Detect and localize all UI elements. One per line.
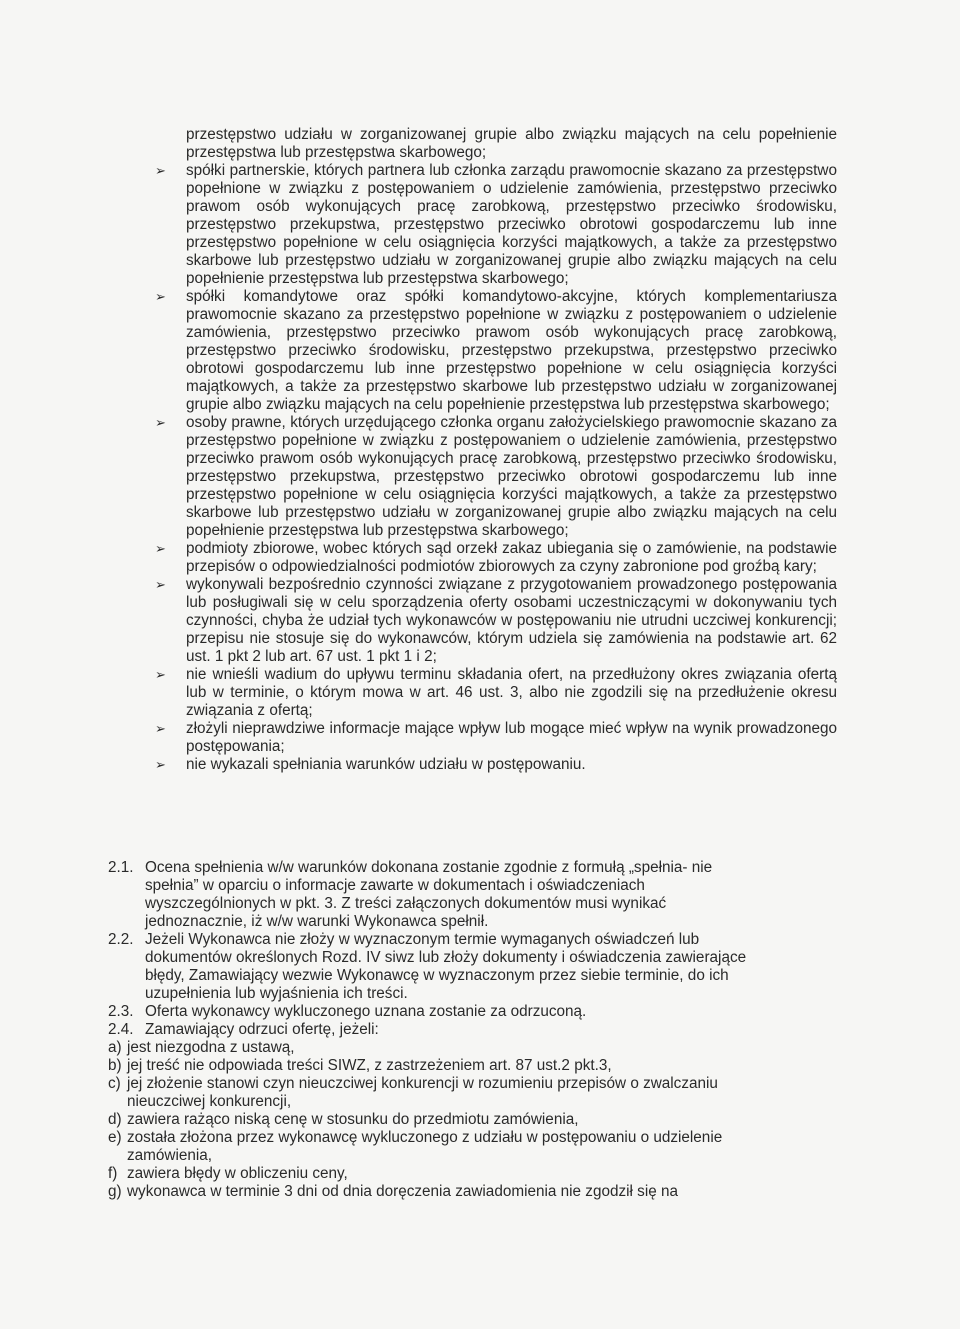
arrow-bullet-icon: ➢ (155, 541, 166, 556)
item-text: zawiera rażąco niską cenę w stosunku do przedmiotu zamówienia, (127, 1111, 579, 1128)
arrow-bullet-icon: ➢ (155, 577, 166, 592)
section-number: 2.4. (108, 1021, 134, 1038)
arrow-bullet-icon: ➢ (155, 415, 166, 430)
list-item (108, 1039, 748, 1057)
section-number: 2.2. (108, 931, 134, 948)
list-item (108, 1183, 748, 1201)
list-item (153, 540, 837, 576)
list-item-text: spółki komandytowe oraz spółki komandytowo-akcyjne, których komplementariusza prawomocnie skazano za przestępstwo popełnione w związku z postępowaniem o udzielenie zamówienia, przestępstwo przeciwko prawom osób wykonujących pracę zarobkową, przestępstwo przeciwko środowisku, przestępstwo przekupstwa, przestępstwo przeciwko obrotowi gospodarczemu lub inne przestępstwo popełnione w celu osiągnięcia korzyści majątkowych, a także za przestępstwo skarbowe lub przestępstwo udziału w zorganizowanej grupie albo związku mających na celu popełnienie przestępstwa lub przestępstwa skarbowego; (186, 288, 837, 413)
item-letter: e) (108, 1129, 122, 1146)
arrow-bullet-icon: ➢ (155, 667, 166, 682)
list-item (153, 576, 837, 666)
item-text: jest niezgodna z ustawą, (127, 1039, 295, 1056)
item-letter: c) (108, 1075, 121, 1092)
item-text: zawiera błędy w obliczeniu ceny, (127, 1165, 348, 1182)
item-letter: d) (108, 1111, 122, 1128)
list-item (108, 1129, 748, 1165)
section-text: Ocena spełnienia w/w warunków dokonana zostanie zgodnie z formułą „spełnia- nie spełnia” w oparciu o informacje zawarte w dokumentach i oświadczeniach wyszczególnionych w pkt. 3. Z treści załączonych dokumentów musi wynikać jednoznacznie, iż w/w warunki Wykonawca spełnił. (145, 859, 713, 930)
list-item-text: osoby prawne, których urzędującego członka organu założycielskiego prawomocnie skazano za przestępstwo popełnione w związku z postępowaniem o udzielenie zamówienia, przestępstwo przeciwko prawom osób wykonujących pracę zarobkową, przestępstwo przeciwko środowisku, przestępstwo przekupstwa, przestępstwo przeciwko obrotowi gospodarczemu lub inne przestępstwo popełnione w celu osiągnięcia korzyści majątkowych, a także za przestępstwo skarbowe lub przestępstwo udziału w zorganizowanej grupie albo związku mających na celu popełnienie przestępstwa lub przestępstwa skarbowego; (186, 414, 837, 539)
section-text: Oferta wykonawcy wykluczonego uznana zostanie za odrzuconą. (145, 1003, 587, 1020)
section-item (108, 1021, 748, 1039)
section-item (108, 1003, 748, 1021)
list-item (108, 1165, 748, 1183)
item-text: została złożona przez wykonawcę wykluczonego z udziału w postępowaniu o udzielenie zamówienia, (127, 1129, 723, 1164)
section-number: 2.3. (108, 1003, 134, 1020)
item-text: jej treść nie odpowiada treści SIWZ, z zastrzeżeniem art. 87 ust.2 pkt.3, (127, 1057, 612, 1074)
lead-in-paragraph: przestępstwo udziału w zorganizowanej grupie albo związku mających na celu popełnienie przestępstwa lub przestępstwa skarbowego; (186, 126, 837, 161)
rejection-reasons-list (108, 1039, 748, 1201)
item-text: wykonawca w terminie 3 dni od dnia doręczenia zawiadomienia nie zgodził się na (127, 1183, 678, 1200)
list-item-text: nie wnieśli wadium do upływu terminu składania ofert, na przedłużony okres związania ofertą lub w terminie, o którym mowa w art. 46 ust. 3, albo nie zgodzili się na przedłużenie okresu związania z ofertą; (186, 666, 837, 719)
arrow-bullet-icon: ➢ (155, 757, 166, 772)
arrow-bullet-icon: ➢ (155, 289, 166, 304)
exclusion-list (153, 126, 837, 774)
section-text: Jeżeli Wykonawca nie złoży w wyznaczonym termie wymaganych oświadczeń lub dokumentów określonych Rozd. IV siwz lub złoży dokumenty i oświadczenia zawierające błędy, Zamawiający wezwie Wykonawcę w wyznaczonym przez siebie terminie, do ich uzupełnienia lub wyjaśnienia ich treści. (145, 931, 747, 1002)
arrow-bullet-icon: ➢ (155, 721, 166, 736)
item-letter: g) (108, 1183, 122, 1200)
numbered-sections (108, 859, 748, 1201)
list-item (153, 288, 837, 414)
list-item (153, 414, 837, 540)
list-item-text: złożyli nieprawdziwe informacje mające wpływ lub mogące mieć wpływ na wynik prowadzonego postępowania; (186, 720, 837, 755)
list-item (153, 162, 837, 288)
list-item (153, 720, 837, 756)
item-letter: b) (108, 1057, 122, 1074)
section-number: 2.1. (108, 859, 134, 876)
list-item-text: podmioty zbiorowe, wobec których sąd orzekł zakaz ubiegania się o zamówienie, na podstawie przepisów o odpowiedzialności podmiotów zbiorowych za czyny zabronione pod groźbą kary; (186, 540, 837, 575)
list-item-text: wykonywali bezpośrednio czynności związane z przygotowaniem prowadzonego postępowania lub posługiwali się w celu sporządzenia oferty osobami uczestniczącymi w dokonywaniu tych czynności, chyba że udział tych wykonawców w postępowaniu nie utrudni uczciwej konkurencji; przepisu nie stosuje się do wykonawców, którym udziela się zamówienia na podstawie art. 62 ust. 1 pkt 2 lub art. 67 ust. 1 pkt 1 i 2; (186, 576, 837, 665)
arrow-bullet-icon: ➢ (155, 163, 166, 178)
section-text: Zamawiający odrzuci ofertę, jeżeli: (145, 1021, 379, 1038)
list-item (108, 1111, 748, 1129)
item-text: jej złożenie stanowi czyn nieuczciwej konkurencji w rozumieniu przepisów o zwalczaniu nieuczciwej konkurencji, (127, 1075, 718, 1110)
list-item (153, 666, 837, 720)
item-letter: f) (108, 1165, 118, 1182)
section-item (108, 931, 748, 1003)
item-letter: a) (108, 1039, 122, 1056)
list-item (108, 1057, 748, 1075)
list-item-text: spółki partnerskie, których partnera lub członka zarządu prawomocnie skazano za przestępstwo popełnione w związku z postępowaniem o udzielenie zamówienia, przestępstwo przeciwko prawom osób wykonujących pracę zarobkową, przestępstwo przeciwko środowisku, przestępstwo przekupstwa, przestępstwo przeciwko obrotowi gospodarczemu lub inne przestępstwo popełnione w celu osiągnięcia korzyści majątkowych, a także za przestępstwo skarbowe lub przestępstwo udziału w zorganizowanej grupie albo związku mających na celu popełnienie przestępstwa lub przestępstwa skarbowego; (186, 162, 837, 287)
list-item (108, 1075, 748, 1111)
list-item-text: nie wykazali spełniania warunków udziału w postępowaniu. (186, 756, 586, 773)
list-item (153, 756, 837, 774)
section-item (108, 859, 748, 931)
